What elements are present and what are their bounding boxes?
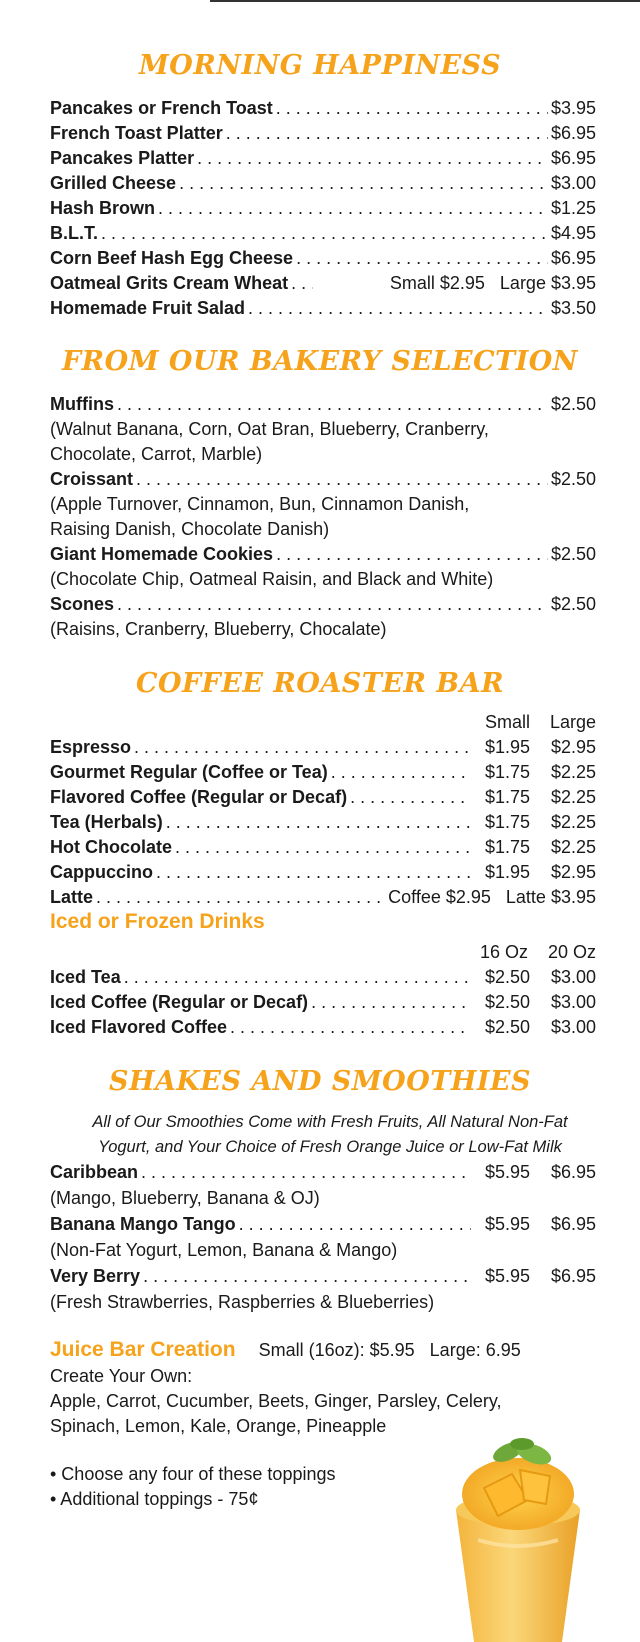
item-name: Iced Flavored Coffee [50,1017,228,1037]
menu-item [50,1015,596,1039]
price-large: $6.95 [550,1162,596,1182]
menu-item [50,860,596,884]
price-small: $2.50 [484,1017,530,1037]
price-small: $1.95 [484,862,530,882]
coffee-column-headers [485,710,596,734]
menu-item [50,392,596,416]
price-large: $3.00 [550,992,596,1012]
menu-item [50,592,596,616]
item-description: Chocolate, Carrot, Marble) [50,444,263,464]
item-name: B.L.T. [50,223,98,243]
juice-line: Apple, Carrot, Cucumber, Beets, Ginger, Parsley, Celery, [50,1391,502,1411]
price-small: $2.50 [484,992,530,1012]
shakes-intro: Yogurt, and Your Choice of Fresh Orange Juice or Low-Fat Milk [98,1138,562,1156]
item-name: Homemade Fruit Salad [50,298,246,318]
item-name: Iced Tea [50,967,121,987]
morning-title: MORNING HAPPINESS [138,50,502,81]
menu-item [50,171,596,195]
juice-price: Small (16oz): $5.95 Large: 6.95 [258,1340,521,1360]
item-price: Coffee $2.95 Latte $3.95 [388,887,596,907]
juice-header [50,1337,610,1363]
menu-item [50,810,596,834]
menu-item [50,885,596,909]
menu-item [50,735,596,759]
top-rule [210,0,640,2]
menu-item [50,196,596,220]
item-name: Very Berry [50,1266,141,1286]
col-20oz: 20 Oz [547,942,596,962]
item-name: Scones [50,594,115,614]
price-small: $1.75 [484,837,530,857]
item-name: French Toast Platter [50,123,223,143]
juice-title: Juice Bar Creation [50,1338,236,1361]
price-large: $2.25 [550,762,596,782]
item-name: Croissant [50,469,134,489]
shakes-title: SHAKES AND SMOOTHIES [108,1066,532,1097]
item-description: (Walnut Banana, Corn, Oat Bran, Blueberry, Cranberry, [50,419,489,439]
item-name: Giant Homemade Cookies [50,544,274,564]
item-name: Corn Beef Hash Egg Cheese [50,248,294,268]
menu-item [50,121,596,145]
menu-item [50,467,596,491]
item-name: Iced Coffee (Regular or Decaf) [50,992,309,1012]
item-name: Pancakes Platter [50,148,195,168]
item-price: $1.25 [550,198,596,218]
item-name: Muffins [50,394,114,414]
bakery-title: FROM OUR BAKERY SELECTION [62,346,578,377]
menu-item [50,785,596,809]
juice-bullet: • Choose any four of these toppings [50,1464,336,1484]
price-large: $6.95 [550,1214,596,1234]
menu-item [50,246,596,270]
item-name: Gourmet Regular (Coffee or Tea) [50,762,328,782]
item-description: (Apple Turnover, Cinnamon, Bun, Cinnamon Danish, [50,494,470,514]
item-price: $3.00 [550,173,596,193]
iced-column-headers [480,940,596,964]
price-large: $2.25 [550,812,596,832]
item-price: $4.95 [550,223,596,243]
iced-drinks-title: Iced or Frozen Drinks [50,910,265,933]
item-name: Cappuccino [50,862,154,882]
menu-item [50,96,596,120]
price-small: $1.75 [484,762,530,782]
item-description: (Fresh Strawberries, Raspberries & Blueberries) [50,1292,435,1312]
price-small: $1.75 [484,787,530,807]
price-small: $2.50 [484,967,530,987]
juice-bullet: • Additional toppings - 75¢ [50,1489,259,1509]
item-description: (Non-Fat Yogurt, Lemon, Banana & Mango) [50,1240,398,1260]
menu-item [50,835,596,859]
juice-line: Spinach, Lemon, Kale, Orange, Pineapple [50,1416,387,1436]
item-name: Flavored Coffee (Regular or Decaf) [50,787,348,807]
price-small: $5.95 [484,1266,530,1286]
item-name: Caribbean [50,1162,139,1182]
menu-item [50,760,596,784]
price-large: $2.95 [550,737,596,757]
price-large: $3.00 [550,1017,596,1037]
item-description: (Chocolate Chip, Oatmeal Raisin, and Black and White) [50,569,494,589]
item-description: (Mango, Blueberry, Banana & OJ) [50,1188,320,1208]
juice-line: Create Your Own: [50,1366,193,1386]
price-large: $2.95 [550,862,596,882]
price-large: $2.25 [550,837,596,857]
menu-item [50,1160,596,1184]
item-name: Oatmeal Grits Cream Wheat [50,273,289,293]
col-large: Large [549,712,596,732]
item-price: $2.50 [550,469,596,489]
item-name: Espresso [50,737,132,757]
item-price: $6.95 [550,148,596,168]
price-small: $1.75 [484,812,530,832]
item-name: Hash Brown [50,198,156,218]
col-16oz: 16 Oz [479,942,528,962]
price-small: $1.95 [484,737,530,757]
item-name: Hot Chocolate [50,837,173,857]
item-price: Small $2.95 Large $3.95 [389,273,596,293]
menu-item [50,221,596,245]
item-name: Pancakes or French Toast [50,98,273,118]
menu-item [50,1264,596,1288]
price-large: $3.00 [550,967,596,987]
menu-item [50,542,596,566]
coffee-title: COFFEE ROASTER BAR [135,668,505,699]
menu-item [50,271,596,295]
item-price: $6.95 [550,123,596,143]
item-price: $3.95 [550,98,596,118]
menu-item [50,990,596,1014]
price-small: $5.95 [484,1214,530,1234]
col-small: Small [484,712,530,732]
shakes-intro: All of Our Smoothies Come with Fresh Fruits, All Natural Non-Fat [92,1113,568,1131]
item-price: $2.50 [550,544,596,564]
menu-item [50,965,596,989]
item-price: $2.50 [550,394,596,414]
item-name: Banana Mango Tango [50,1214,236,1234]
item-description: (Raisins, Cranberry, Blueberry, Chocalate) [50,619,387,639]
item-name: Tea (Herbals) [50,812,163,832]
smoothie-image [438,1430,598,1642]
item-description: Raising Danish, Chocolate Danish) [50,519,330,539]
menu-item [50,1212,596,1236]
menu-item [50,146,596,170]
item-price: $6.95 [550,248,596,268]
menu-item [50,296,596,320]
item-price: $3.50 [550,298,596,318]
price-large: $2.25 [550,787,596,807]
item-name: Grilled Cheese [50,173,177,193]
price-small: $5.95 [484,1162,530,1182]
price-large: $6.95 [550,1266,596,1286]
item-price: $2.50 [550,594,596,614]
item-name: Latte [50,887,94,907]
